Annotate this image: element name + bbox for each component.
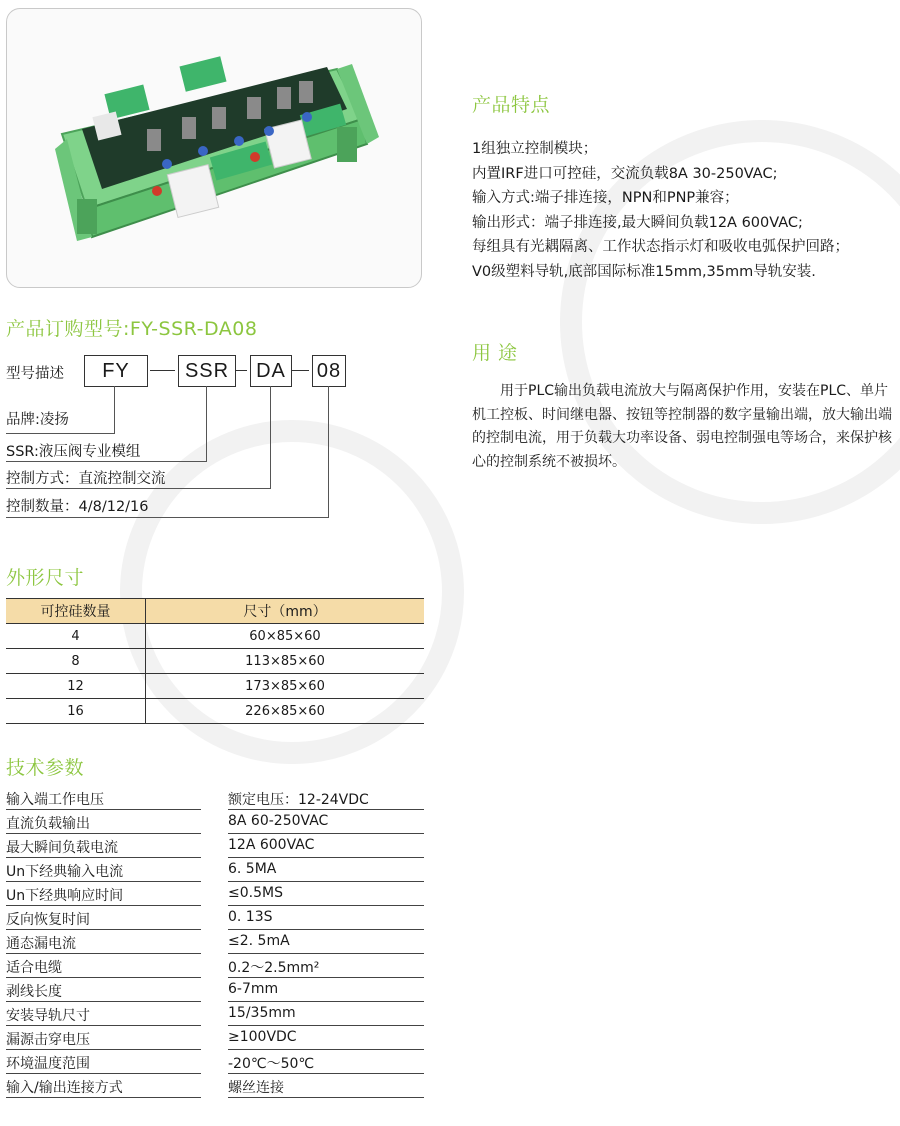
spec-key: 直流负载输出 [6,816,90,832]
spec-value: 额定电压：12-24VDC [228,792,369,808]
spec-value: 15/35mm [228,1005,296,1021]
spec-row [6,1074,424,1098]
feature-line: 每组具有光耦隔离、工作状态指示灯和吸收电弧保护回路； [472,239,849,255]
spec-row [6,1002,424,1026]
usage-text: 用于PLC输出负载电流放大与隔离保护作用，安装在PLC、单片机工控板、时间继电器、按钮等控制器的数字量输出端，放大输出端的控制电流，用于负载大功率设备、弱电控制强电等场合，来保护核心的控制系统不被损坏。 [472,383,892,470]
feature-line: 输出形式：端子排连接,最大瞬间负载12A 600VAC; [472,214,803,231]
table-row [6,624,424,649]
spec-key: 最大瞬间负载电流 [6,840,118,856]
spec-value: 12A 600VAC [228,837,315,853]
model-box-brand: FY [84,355,148,387]
ordering-desc-brand: 品牌:凌扬 [6,412,69,428]
table-cell: 16 [6,699,146,724]
spec-value: 6. 5MA [228,861,277,877]
model-box-series: SSR [178,355,236,387]
feature-line: 输入方式:端子排连接，NPN和PNP兼容； [472,190,739,206]
dimensions-table [6,598,424,724]
usage-title: 用 途 [472,342,518,364]
spec-row [6,810,424,834]
spec-row [6,1050,424,1074]
table-cell: 60×85×60 [146,624,425,649]
specs-title: 技术参数 [6,757,85,779]
model-box-count: 08 [312,355,346,387]
spec-row [6,882,424,906]
feature-line: 1组独立控制模块； [472,141,598,157]
spec-key: 漏源击穿电压 [6,1032,90,1048]
spec-row [6,858,424,882]
spec-value: 0.2～2.5mm² [228,960,320,976]
spec-key: 剥线长度 [6,984,62,1000]
features-title: 产品特点 [472,94,551,116]
pcb-relay-module-photo [7,9,421,287]
table-cell: 8 [6,649,146,674]
spec-value: -20℃～50℃ [228,1056,315,1072]
features-list [472,137,849,284]
spec-value: ≥100VDC [228,1029,297,1045]
spec-key: 输入端工作电压 [6,792,104,808]
spec-row [6,834,424,858]
spec-value: ≤0.5MS [228,885,283,901]
table-cell: 113×85×60 [146,649,425,674]
spec-key: 通态漏电流 [6,936,76,952]
table-row [6,674,424,699]
spec-row [6,786,424,810]
connector-line [114,386,115,434]
spec-value: ≤2. 5mA [228,933,290,949]
product-photo-frame [6,8,422,288]
table-header: 可控硅数量 [6,599,146,624]
table-cell: 4 [6,624,146,649]
spec-key: Un下经典响应时间 [6,888,124,904]
connector-line [6,517,329,518]
spec-value: 8A 60-250VAC [228,813,329,829]
connector-line [6,488,271,489]
ordering-title: 产品订购型号:FY-SSR-DA08 [6,318,258,340]
dimensions-title: 外形尺寸 [6,567,85,589]
model-dash [236,370,247,371]
spec-key: 环境温度范围 [6,1056,90,1072]
model-box-control: DA [250,355,292,387]
ordering-desc-series: SSR:液压阀专业模组 [6,444,141,460]
spec-value: 螺丝连接 [228,1080,284,1096]
table-cell: 173×85×60 [146,674,425,699]
spec-key: 反向恢复时间 [6,912,90,928]
spec-value: 6-7mm [228,981,279,997]
feature-line: V0级塑料导轨,底部国际标准15mm,35mm导轨安装. [472,263,816,280]
ordering-desc-control: 控制方式：直流控制交流 [6,471,166,487]
spec-key: 适合电缆 [6,960,62,976]
connector-line [206,386,207,462]
table-row [6,649,424,674]
connector-line [270,386,271,489]
table-row [6,699,424,724]
connector-line [6,433,115,434]
spec-row [6,978,424,1002]
spec-key: 安装导轨尺寸 [6,1008,90,1024]
spec-row [6,1026,424,1050]
table-cell: 226×85×60 [146,699,425,724]
ordering-desc-count: 控制数量：4/8/12/16 [6,499,149,515]
connector-line [6,461,207,462]
spec-key: Un下经典输入电流 [6,864,124,880]
table-header: 尺寸（mm） [146,599,425,624]
spec-key: 输入/输出连接方式 [6,1080,123,1096]
spec-row [6,954,424,978]
connector-line [328,386,329,518]
spec-row [6,906,424,930]
model-dash [292,370,309,371]
spec-row [6,930,424,954]
feature-line: 内置IRF进口可控硅，交流负载8A 30-250VAC; [472,165,778,182]
model-dash [150,370,175,371]
model-label: 型号描述 [6,366,64,382]
table-cell: 12 [6,674,146,699]
table-header-row [6,599,424,624]
spec-value: 0. 13S [228,909,273,925]
